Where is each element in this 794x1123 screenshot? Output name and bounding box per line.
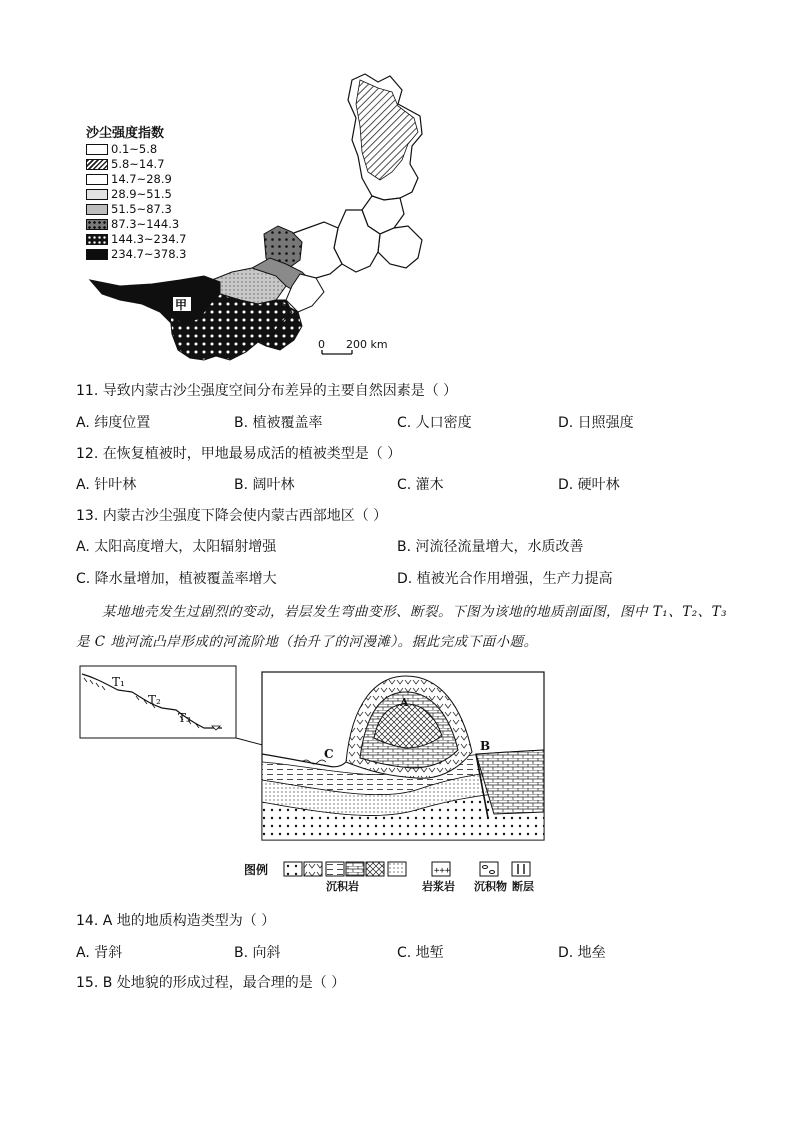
terrace-label-t1: T₁ <box>112 675 125 689</box>
q12-option-d[interactable]: D. 硬叶林 <box>558 477 620 493</box>
legend-swatch <box>86 159 108 170</box>
terrace-label-t2: T₂ <box>148 693 161 707</box>
q12-option-b[interactable]: B. 阔叶林 <box>234 477 295 493</box>
point-label-c: C <box>324 747 334 761</box>
legend-swatch-grid <box>366 862 384 876</box>
legend-item: 51.5~87.3 <box>86 202 172 216</box>
legend-item: 5.8~14.7 <box>86 157 165 171</box>
legend-swatch <box>86 204 108 215</box>
q13-option-d[interactable]: D. 植被光合作用增强，生产力提高 <box>397 571 613 587</box>
q14-option-b[interactable]: B. 向斜 <box>234 945 281 961</box>
q13-option-a[interactable]: A. 太阳高度增大，太阳辐射增强 <box>76 539 277 555</box>
q11-option-c[interactable]: C. 人口密度 <box>397 415 472 431</box>
legend-item: 0.1~5.8 <box>86 142 157 156</box>
legend-swatch <box>86 249 108 260</box>
q13-option-c[interactable]: C. 降水量增加，植被覆盖率增大 <box>76 571 277 587</box>
q11-option-d[interactable]: D. 日照强度 <box>558 415 634 431</box>
q12-option-a[interactable]: A. 针叶林 <box>76 477 137 493</box>
intro-line-1: 某地地壳发生过剧烈的变动，岩层发生弯曲变形、断裂。下图为该地的地质剖面图，图中 T₁、T₂、T₃ <box>102 604 728 620</box>
legend-swatch <box>86 234 108 245</box>
legend-swatch-dash <box>326 862 344 876</box>
terrace-label-t3: T₃ <box>178 711 191 725</box>
map-legend <box>86 122 206 262</box>
intro-line-2: 是 C 地河流凸岸形成的河流阶地（抬升了的河漫滩）。据此完成下面小题。 <box>76 634 538 650</box>
legend-swatch-dots <box>284 862 302 876</box>
legend-item: 234.7~378.3 <box>86 247 186 261</box>
legend-swatch-tiny <box>388 862 406 876</box>
place-label-jia: 甲 <box>175 298 188 312</box>
region-tongliao <box>378 226 422 268</box>
q14-option-a[interactable]: A. 背斜 <box>76 945 123 961</box>
scale-label: 200 km <box>346 338 388 351</box>
legend-item: 87.3~144.3 <box>86 217 179 231</box>
legend-item: 144.3~234.7 <box>86 232 186 246</box>
legend-swatch-sediment <box>480 862 498 876</box>
legend-swatch-brick <box>346 862 364 876</box>
question-12-stem: 12. 在恢复植被时，甲地最易成活的植被类型是（ ） <box>76 446 402 462</box>
q12-option-c[interactable]: C. 灌木 <box>397 477 444 493</box>
geologic-profile-figure <box>76 662 556 894</box>
legend-swatch-vee <box>304 862 322 876</box>
question-13-stem: 13. 内蒙古沙尘强度下降会使内蒙古西部地区（ ） <box>76 508 388 524</box>
legend-swatch <box>86 144 108 155</box>
legend-prefix: 图例 <box>244 863 269 877</box>
legend-item: 28.9~51.5 <box>86 187 172 201</box>
point-label-b: B <box>480 739 491 753</box>
question-11-stem: 11. 导致内蒙古沙尘强度空间分布差异的主要自然因素是（ ） <box>76 383 458 399</box>
q14-option-c[interactable]: C. 地堑 <box>397 945 444 961</box>
scale-zero: 0 <box>318 338 325 351</box>
question-15-stem: 15. B 处地貌的形成过程，最合理的是（ ） <box>76 975 346 991</box>
q14-option-d[interactable]: D. 地垒 <box>558 945 606 961</box>
legend-swatch <box>86 219 108 230</box>
legend-swatch <box>86 189 108 200</box>
legend-label-igneous-rock: 岩浆岩 <box>422 880 455 893</box>
legend-title: 沙尘强度指数 <box>86 126 165 141</box>
geologic-profile-svg <box>76 662 556 894</box>
q13-option-b[interactable]: B. 河流径流量增大，水质改善 <box>397 539 584 555</box>
legend-swatch <box>86 174 108 185</box>
legend-item: 14.7~28.9 <box>86 172 172 186</box>
svg-text:+++: +++ <box>434 866 451 876</box>
question-14-stem: 14. A 地的地质构造类型为（ ） <box>76 913 276 929</box>
legend-swatch-fault <box>512 862 530 876</box>
point-label-a: A <box>400 696 409 709</box>
q11-option-a[interactable]: A. 纬度位置 <box>76 415 151 431</box>
q11-option-b[interactable]: B. 植被覆盖率 <box>234 415 323 431</box>
legend-label-fault: 断层 <box>512 880 534 893</box>
legend-label-sediment: 沉积物 <box>474 880 507 893</box>
legend-label-sedimentary-rock: 沉积岩 <box>326 880 359 893</box>
